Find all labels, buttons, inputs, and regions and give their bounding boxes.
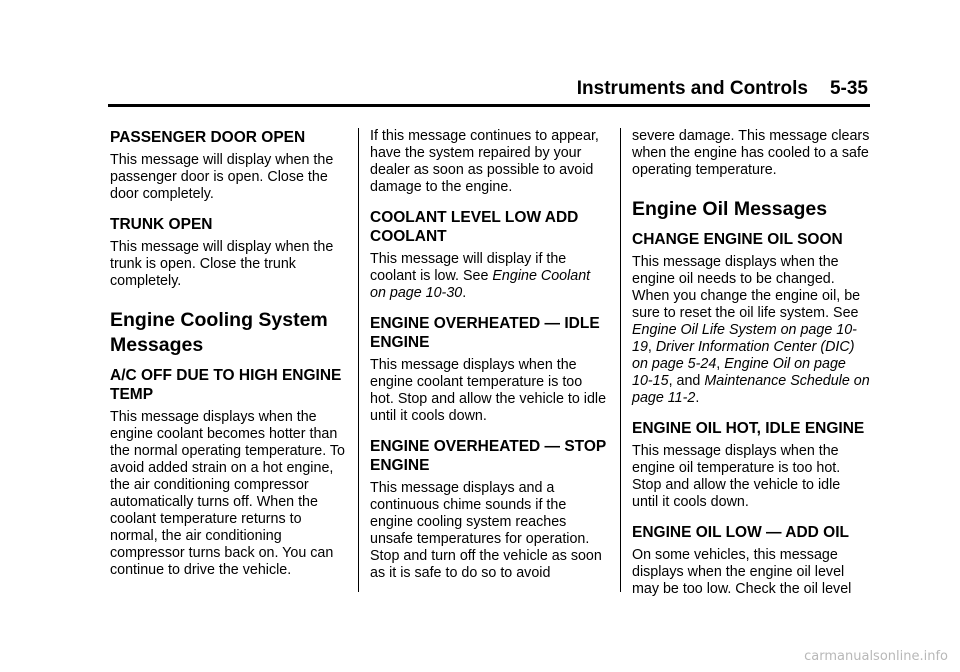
link-oil-life-system[interactable]: Engine Oil Life System on page 10-19 [632,322,857,355]
paragraph-oil-low: On some vehicles, this message displays when the engine oil level may be too low. Check the oil level [632,547,852,597]
heading-engine-cooling: Engine Cooling System Messages [110,309,328,356]
heading-overheated-idle: ENGINE OVERHEATED — IDLE ENGINE [370,315,600,351]
heading-oil-low: ENGINE OIL LOW — ADD OIL [632,524,849,541]
change-oil-text: This message displays when the engine oil needs to be changed. When you change the engine oil, be sure to reset the oil life system. See [632,254,861,321]
heading-oil-hot: ENGINE OIL HOT, IDLE ENGINE [632,420,865,437]
comma-1: , [647,339,656,355]
link-engine-oil[interactable]: Engine Oil on page 10-15 [632,356,846,389]
watermark: carmanualsonline.info [804,649,948,664]
paragraph-change-oil [632,254,870,407]
and-text: , and [668,373,705,389]
paragraph-passenger-door: This message will display when the passenger door is open. Close the door completely. [110,152,334,202]
header-rule [108,104,870,107]
heading-passenger-door-open: PASSENGER DOOR OPEN [110,129,306,146]
paragraph-coolant-low [370,251,608,302]
paragraph-oil-hot: This message displays when the engine oil temperature is too hot. Stop and allow the vehicle to idle until it cools down. [632,443,841,510]
coolant-text: This message will display if the coolant is low. See [370,251,567,284]
comma-2: , [716,356,725,372]
period: . [695,390,700,406]
column-divider-2 [620,128,621,592]
heading-overheated-stop: ENGINE OVERHEATED — STOP ENGINE [370,438,606,474]
column-divider-1 [358,128,359,592]
heading-coolant-low: COOLANT LEVEL LOW ADD COOLANT [370,209,579,245]
section-title: Instruments and Controls [576,78,808,99]
paragraph-overheated-stop: This message displays and a continuous chime sounds if the engine cooling system reaches unsafe temperatures for operation. Stop and turn off the vehicle as soon as it is safe to do so to avoid [370,480,602,581]
column-2 [370,128,608,594]
paragraph-overheated-idle: This message displays when the engine coolant temperature is too hot. Stop and allow the vehicle to idle until it cools down. [370,357,607,424]
heading-trunk-open: TRUNK OPEN [110,216,213,233]
column-3 [632,128,870,610]
heading-engine-oil-messages: Engine Oil Messages [632,198,828,220]
column-1 [110,128,348,591]
link-dic[interactable]: Driver Information Center (DIC) on page 5-24 [632,339,855,372]
heading-change-oil: CHANGE ENGINE OIL SOON [632,231,843,248]
page-number: 5-35 [829,78,868,99]
page-header [108,78,868,100]
heading-ac-off: A/C OFF DUE TO HIGH ENGINE TEMP [110,367,342,403]
paragraph-trunk: This message will display when the trunk is open. Close the trunk completely. [110,239,334,289]
paragraph-severe-damage: severe damage. This message clears when the engine has cooled to a safe operating temperature. [632,128,870,178]
link-engine-coolant[interactable]: Engine Coolant on page 10-30 [370,268,591,301]
link-maintenance-schedule[interactable]: Maintenance Schedule on page 11-2 [632,373,870,406]
paragraph-continue: If this message continues to appear, have the system repaired by your dealer as soon as possible to avoid damage to the engine. [370,128,599,195]
coolant-period: . [462,285,467,301]
paragraph-ac-off: This message displays when the engine coolant becomes hotter than the normal operating temperature. To avoid added strain on a hot engine, the air conditioning compressor automatically turns off. When the coolant temperature returns to normal, the air conditioning compressor turns back on. You can continue to drive the vehicle. [110,409,345,578]
